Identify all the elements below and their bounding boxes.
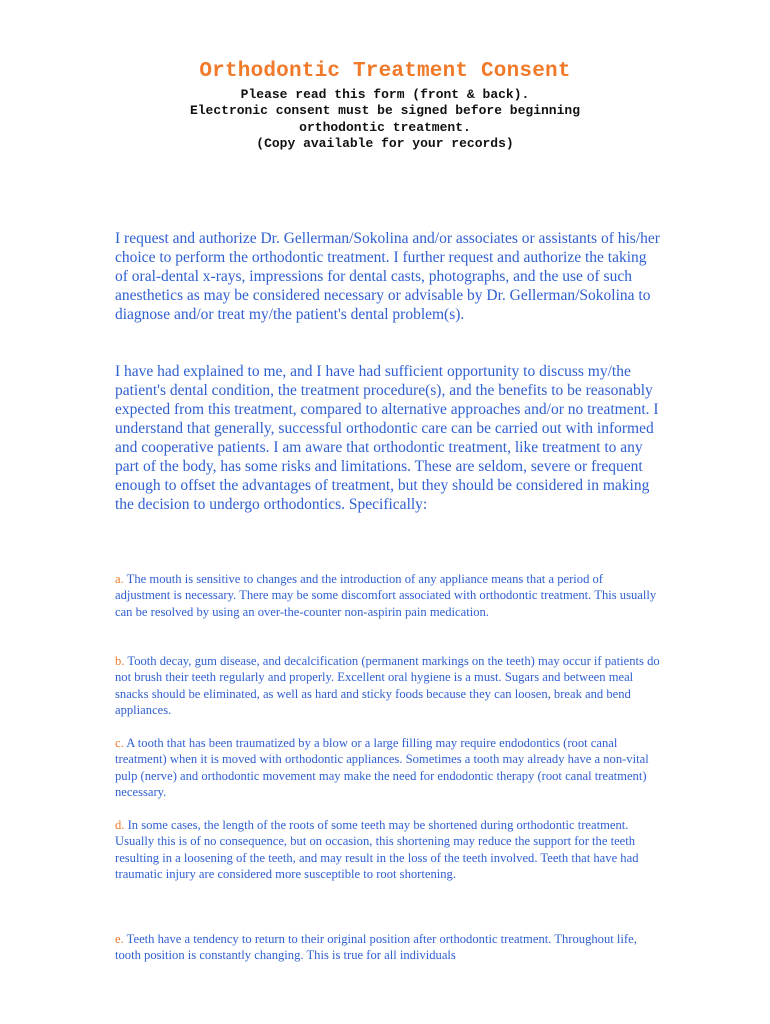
item-text: In some cases, the length of the roots of some teeth may be shortened during orthodontic treatment. Usually this is of no consequence, but on occasion, this shortening may reduce the support for the teeth resulting in a loosening of the teeth, and may result in the loss of the teeth involved. Teeth that have had traumatic injury are considered more susceptible to root shortening. — [115, 818, 639, 881]
explanation-paragraph: I have had explained to me, and I have had sufficient opportunity to discuss my/the patient's dental condition, the treatment procedure(s), and the benefits to be reasonably expected from this treatment, compared to alternative approaches and/or no treatment. I understand that generally, successful orthodontic care can be carried out with informed and cooperative patients. I am aware that orthodontic treatment, like treatment to any part of the body, has some risks and limitations. These are seldom, severe or frequent enough to offset the advantages of treatment, but they should be considered in making the decision to undergo orthodontics. Specifically: — [115, 363, 659, 513]
risk-item-c — [115, 735, 660, 800]
item-letter: d. — [115, 818, 125, 832]
instruction-line: Electronic consent must be signed before beginning — [189, 103, 581, 119]
authorization-paragraph: I request and authorize Dr. Gellerman/Sokolina and/or associates or assistants of his/her choice to perform the orthodontic treatment. I further request and authorize the taking of oral-dental x-rays, impressions for dental casts, photographs, and the use of such anesthetics as may be considered necessary or advisable by Dr. Gellerman/Sokolina to diagnose and/or treat my/the patient's dental problem(s). — [115, 230, 660, 323]
instruction-line: (Copy available for your records) — [256, 135, 514, 151]
risk-item-e — [115, 931, 660, 964]
item-text: Tooth decay, gum disease, and decalcification (permanent markings on the teeth) may occur if patients do not brush their teeth regularly and properly. Excellent oral hygiene is a must. Sugars and between meal snacks should be eliminated, as well as hard and sticky foods because they can loosen, break and bend appliances. — [115, 654, 660, 717]
risk-item-b — [115, 653, 660, 718]
risk-item-a — [115, 571, 660, 620]
item-text: A tooth that has been traumatized by a blow or a large filling may require endodontics (root canal treatment) when it is moved with orthodontic appliances. Sometimes a tooth may already have a non-vital pulp (nerve) and orthodontic movement may make the need for endodontic therapy (root canal treatment) necessary. — [115, 736, 649, 799]
instruction-line: orthodontic treatment. — [299, 119, 471, 135]
form-title: Orthodontic Treatment Consent — [199, 60, 571, 83]
form-instructions — [0, 87, 770, 152]
item-text: Teeth have a tendency to return to their original position after orthodontic treatment. Throughout life, tooth position is constantly changing. This is true for all individuals — [115, 932, 637, 963]
instruction-line: Please read this form (front & back). — [240, 87, 530, 102]
risk-item-d — [115, 817, 660, 882]
item-text: The mouth is sensitive to changes and the introduction of any appliance means that a period of adjustment is necessary. There may be some discomfort associated with orthodontic treatment. This usually can be resolved by using an over-the-counter non-aspirin pain medication. — [115, 572, 657, 619]
item-letter: e. — [115, 932, 124, 946]
item-letter: a. — [115, 572, 124, 586]
form-header — [0, 60, 770, 152]
item-letter: c. — [115, 736, 124, 750]
item-letter: b. — [115, 654, 125, 668]
